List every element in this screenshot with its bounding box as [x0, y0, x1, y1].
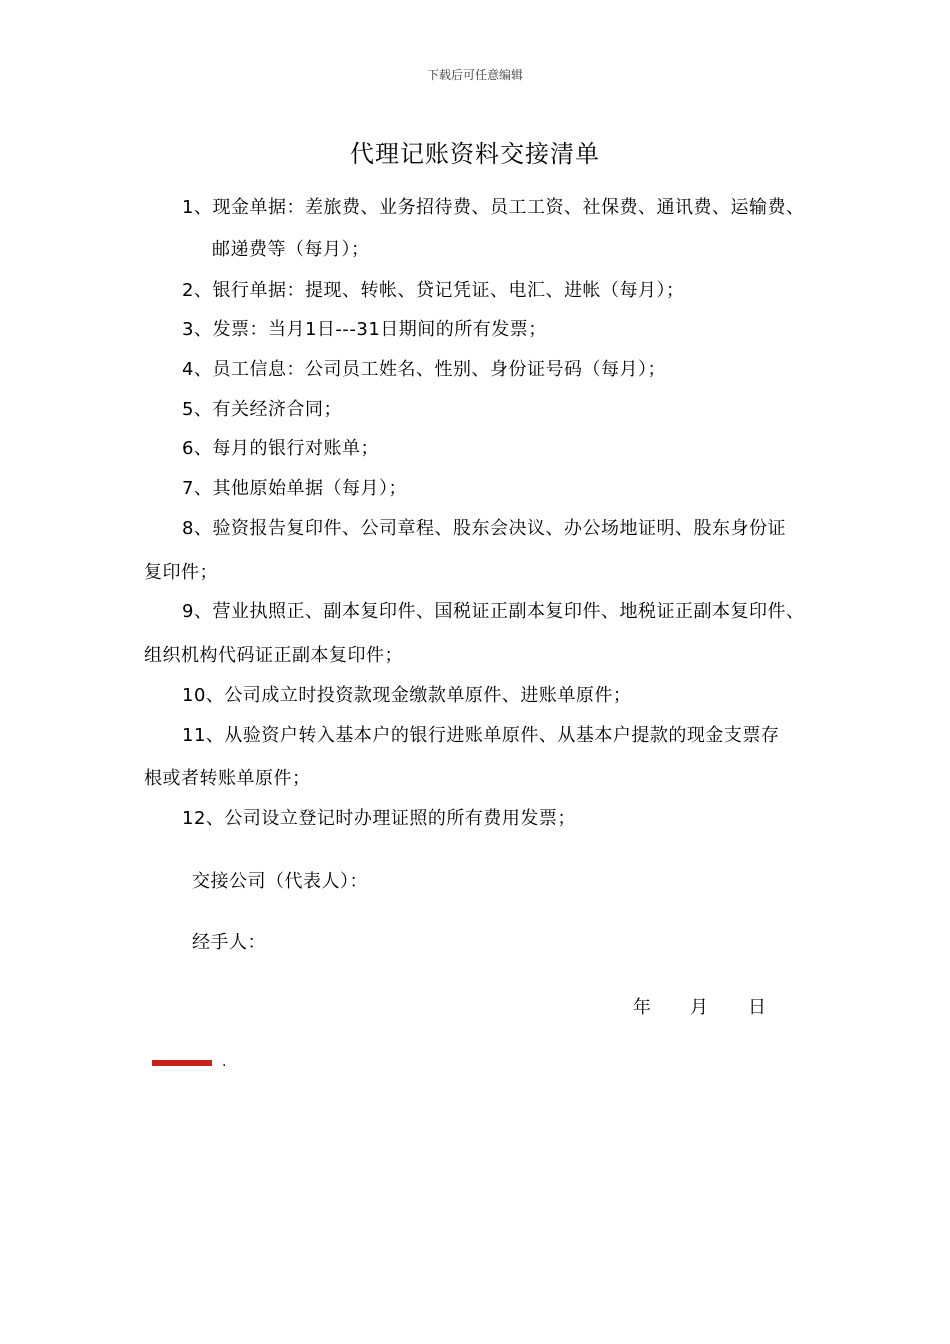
- date-day-label: 日: [748, 997, 766, 1018]
- list-item-8-cont: 复印件；: [144, 562, 218, 583]
- footer-dot: .: [222, 1054, 227, 1070]
- list-item-6: 6、每月的银行对账单；: [182, 438, 379, 459]
- list-item-1: 1、现金单据：差旅费、业务招待费、员工工资、社保费、通讯费、运输费、: [182, 197, 805, 218]
- list-item-7: 7、其他原始单据（每月）；: [182, 478, 407, 499]
- list-item-1-cont: 邮递费等（每月）；: [212, 239, 370, 260]
- list-item-9: 9、营业执照正、副本复印件、国税证正副本复印件、地税证正副本复印件、: [182, 601, 805, 622]
- list-item-12: 12、公司设立登记时办理证照的所有费用发票；: [182, 808, 576, 829]
- list-item-5: 5、有关经济合同；: [182, 399, 342, 420]
- red-decorative-bar: [152, 1060, 212, 1066]
- list-item-11: 11、从验资户转入基本户的银行进账单原件、从基本户提款的现金支票存: [182, 725, 780, 746]
- list-item-3: 3、发票：当月1日---31日期间的所有发票；: [182, 319, 547, 340]
- list-item-2: 2、银行单据：提现、转帐、贷记凭证、电汇、进帐（每月）；: [182, 280, 685, 301]
- list-item-11-cont: 根或者转账单原件；: [144, 768, 311, 789]
- page-title: 代理记账资料交接清单: [350, 140, 600, 168]
- list-item-9-cont: 组织机构代码证正副本复印件；: [144, 645, 403, 666]
- handler-label: 经手人：: [192, 932, 266, 953]
- company-representative-label: 交接公司（代表人）：: [192, 871, 368, 892]
- header-note: 下载后可任意编辑: [426, 68, 523, 82]
- list-item-8: 8、验资报告复印件、公司章程、股东会决议、办公场地证明、股东身份证: [182, 518, 786, 539]
- list-item-4: 4、员工信息：公司员工姓名、性别、身份证号码（每月）；: [182, 359, 666, 380]
- date-year-label: 年: [633, 997, 651, 1018]
- date-month-label: 月: [690, 997, 708, 1018]
- list-item-10: 10、公司成立时投资款现金缴款单原件、进账单原件；: [182, 685, 632, 706]
